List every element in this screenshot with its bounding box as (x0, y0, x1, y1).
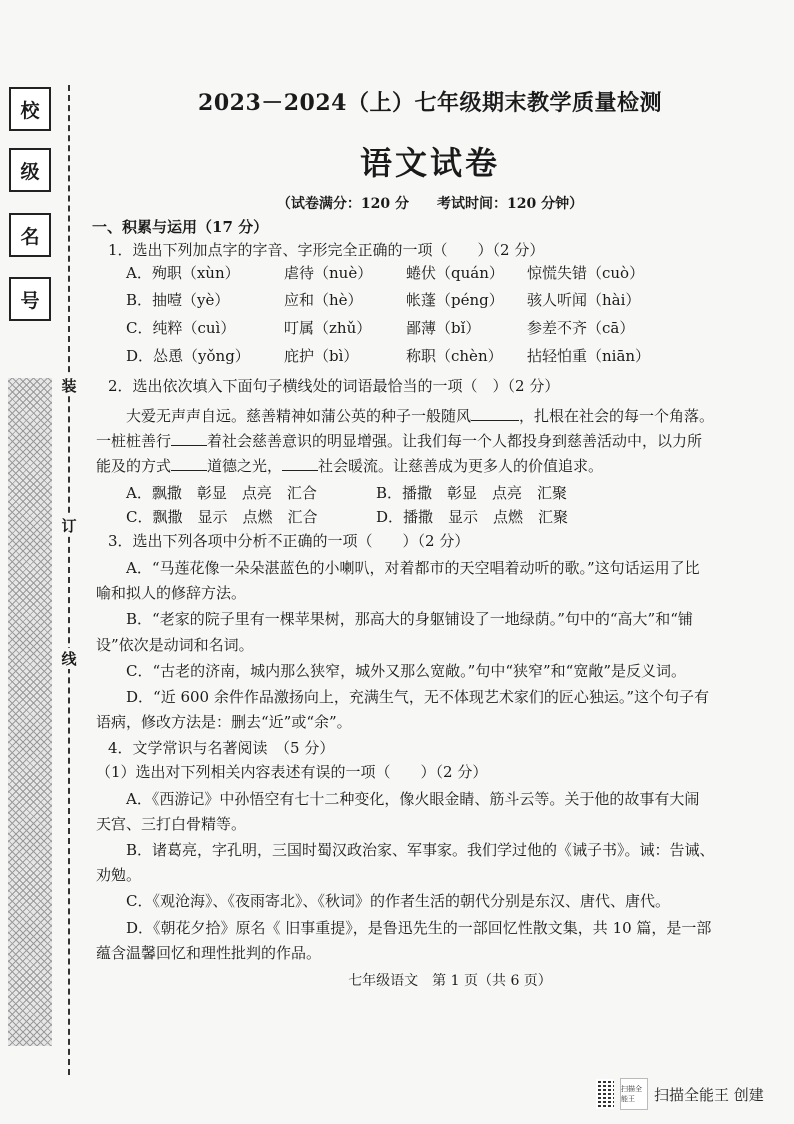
q2-text: 大爱无声声自远。慈善精神如蒲公英的种子一般随风 (126, 407, 472, 425)
q1-row-c-2: 叮属（zhǔ） (284, 319, 372, 337)
q1-row-a-3: 蜷伏（quán） (406, 264, 504, 282)
q1-stem: 1．选出下列加点字的字音、字形完全正确的一项（ ）（2 分） (108, 241, 545, 259)
q1-row-c-4: 参差不齐（cā） (527, 319, 635, 337)
section-heading: 一、积累与运用（17 分） (92, 218, 269, 236)
number-label-box (9, 277, 51, 321)
q1-row-a-2: 虐待（nuè） (284, 264, 373, 282)
grade-label: 级 (20, 160, 40, 183)
q1-row-d-2: 庇护（bì） (284, 347, 359, 365)
binding-char-ding: 订 (59, 515, 79, 536)
school-label: 校 (20, 99, 40, 122)
q4-option-a-line1: A．《西游记》中孙悟空有七十二种变化，像火眼金睛、筋斗云等。关于他的故事有大闹 (126, 790, 700, 808)
q4-option-b-line2: 劝勉。 (96, 866, 142, 884)
q1-row-b-4: 骇人听闻（hài） (527, 291, 641, 309)
q2-blank-2 (171, 445, 207, 446)
q2-paragraph-line-2 (96, 430, 702, 451)
q1-row-c-3: 鄙薄（bǐ） (406, 319, 481, 337)
q1-row-b-1: B．抽噎（yè） (126, 291, 230, 309)
q4-heading: 4．文学常识与名著阅读 （5 分） (108, 739, 335, 757)
q1-row-c-1: C．纯粹（cuì） (126, 319, 236, 337)
q4-option-b-line1: B．诸葛亮，字孔明，三国时蜀汉政治家、军事家。我们学过他的《诫子书》。诫：告诫、 (126, 841, 715, 859)
q2-stem: 2．选出依次填入下面句子横线处的词语最恰当的一项（ ）（2 分） (108, 377, 560, 395)
exam-info: （试卷满分：120 分 考试时间：120 分钟） (276, 196, 584, 212)
exam-subject-title: 语文试卷 (359, 144, 500, 182)
binding-dashed-line (68, 85, 70, 1075)
exam-title: 2023－2024（上）七年级期末教学质量检测 (198, 90, 662, 116)
q2-option-d: D．播撒 显示 点燃 汇聚 (376, 508, 569, 526)
q3-option-b-line1: B．“老家的院子里有一棵苹果树，那高大的身躯铺设了一地绿荫。”句中的“高大”和“铺 (126, 610, 693, 628)
q2-text: ，扎根在社会的每一个角落。 (519, 407, 715, 425)
q2-text: 社会暖流。让慈善成为更多人的价值追求。 (318, 457, 604, 475)
q1-row-a-4: 惊慌失错（cuò） (527, 264, 645, 282)
q1-row-d-1: D．怂恿（yǒng） (126, 347, 250, 365)
name-label: 名 (20, 225, 40, 248)
q3-option-c: C．“古老的济南，城内那么狭窄，城外又那么宽敞。”句中“狭窄”和“宽敞”是反义词。 (126, 662, 686, 680)
q4-option-d-line2: 蕴含温馨回忆和理性批判的作品。 (96, 944, 322, 962)
q2-text: 着社会慈善意识的明显增强。让我们每一个人都投身到慈善活动中，以力所 (207, 432, 703, 450)
q2-paragraph-line-1 (126, 405, 714, 426)
binding-char-zhuang: 装 (59, 375, 79, 396)
q3-option-a-line2: 喻和拟人的修辞方法。 (96, 584, 247, 602)
q2-text: 一桩桩善行 (96, 432, 172, 450)
q3-stem: 3．选出下列各项中分析不正确的一项（ ）（2 分） (108, 532, 470, 550)
q3-option-a-line1: A．“马莲花像一朵朵湛蓝色的小喇叭，对着都市的天空唱着动听的歌。”这句话运用了比 (126, 559, 700, 577)
q2-blank-3 (171, 470, 207, 471)
q2-option-c: C．飘撒 显示 点燃 汇合 (126, 508, 318, 526)
q1-row-a-1: A．殉职（xùn） (126, 264, 240, 282)
scanner-watermark (596, 1078, 764, 1110)
q4-option-a-line2: 天宫、三打白骨精等。 (96, 815, 247, 833)
q2-blank-1 (471, 420, 519, 421)
q2-option-a: A．飘撒 彰显 点亮 汇合 (126, 484, 317, 502)
q2-text: 道德之光， (207, 457, 283, 475)
q2-text: 能及的方式 (96, 457, 172, 475)
q3-option-b-line2: 设”依次是动词和名词。 (96, 636, 254, 654)
q2-option-b: B．播撒 彰显 点亮 汇聚 (376, 484, 568, 502)
q3-option-d-line2: 语病，修改方法是：删去“近”或“余”。 (96, 713, 352, 731)
crosshatch-strip (8, 378, 52, 1046)
q4-option-d-line1: D．《朝花夕拾》原名《 旧事重提》，是鲁迅先生的一部回忆性散文集，共 10 篇，是一部 (126, 919, 712, 937)
q1-row-d-3: 称职（chèn） (406, 347, 503, 365)
grade-label-box (9, 148, 51, 192)
q4-sub1-stem: （1）选出对下列相关内容表述有误的一项（ ）（2 分） (96, 763, 488, 781)
watermark-text: 扫描全能王 创建 (654, 1085, 764, 1104)
q1-row-d-4: 拈轻怕重（niān） (527, 347, 651, 365)
q2-blank-4 (282, 470, 318, 471)
qr-code-icon (596, 1079, 614, 1109)
number-label: 号 (20, 289, 40, 312)
school-label-box (9, 87, 51, 131)
page-footer: 七年级语文 第 1 页（共 6 页） (348, 973, 552, 989)
q1-row-b-2: 应和（hè） (284, 291, 363, 309)
q3-option-d-line1: D．“近 600 余件作品激扬向上，充满生气，无不体现艺术家们的匠心独运。”这个句子有 (126, 688, 710, 706)
q4-option-c: C．《观沧海》、《夜雨寄北》、《秋词》的作者生活的朝代分别是东汉、唐代、唐代。 (126, 892, 670, 910)
binding-char-xian: 线 (59, 648, 79, 669)
q2-paragraph-line-3 (96, 455, 603, 476)
name-label-box (9, 213, 51, 257)
camscanner-logo: 扫描全能王 (620, 1078, 648, 1110)
q1-row-b-3: 帐蓬（péng） (406, 291, 504, 309)
